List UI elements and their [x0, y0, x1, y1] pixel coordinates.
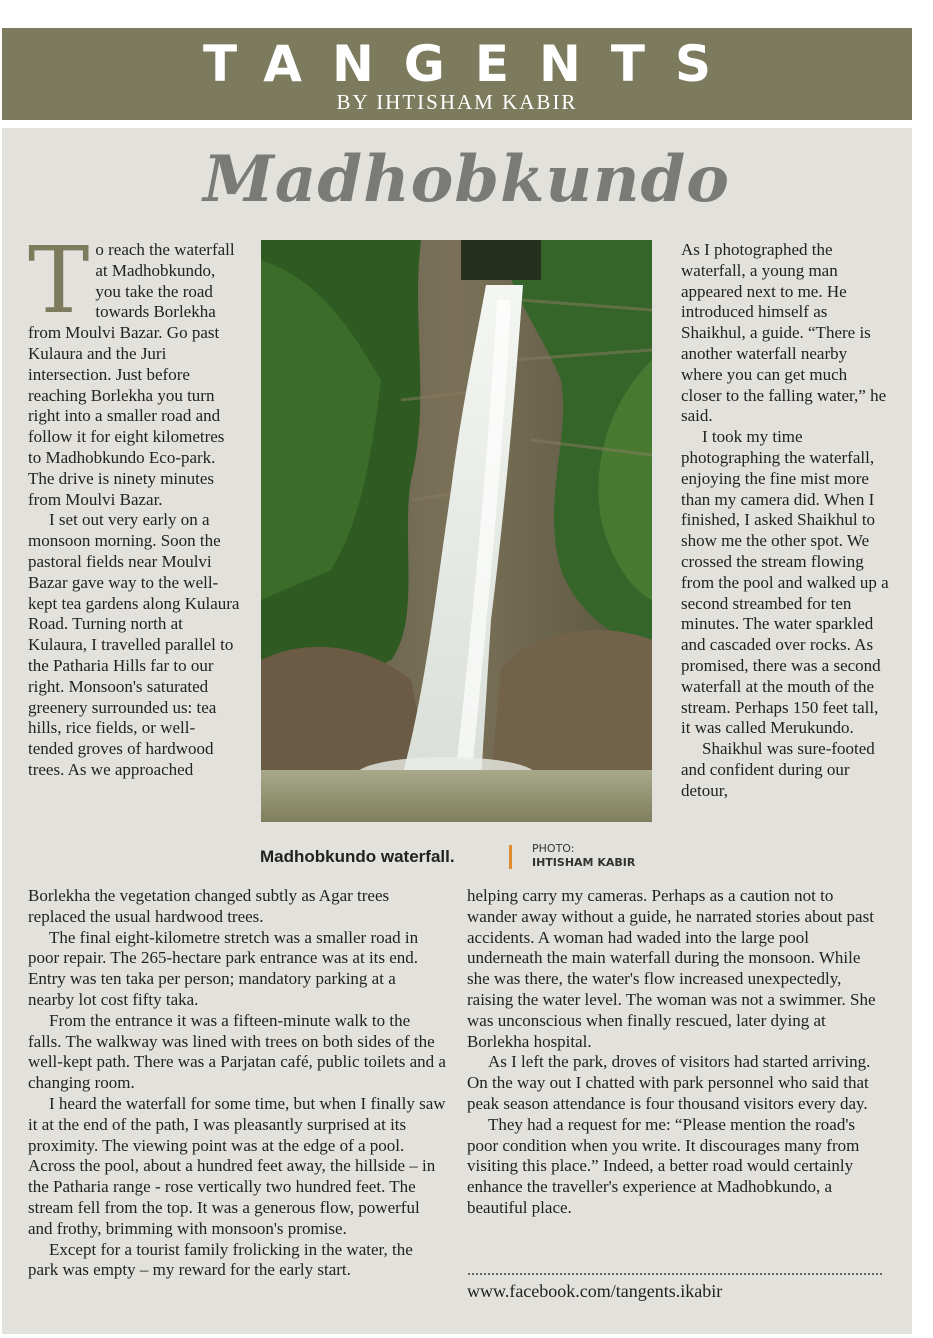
paragraph: As I photographed the waterfall, a young man appeared next to me. He introduced himself as Shaikhul, a guide. “There is another waterfall nearby where you can get much closer to the falling water,” he said.	[681, 240, 887, 426]
paragraph: I heard the waterfall for some time, but when I finally saw it at the end of the path, I was pleasantly surprised at its proximity. The viewing point was at the edge of a pool. Across the pool, about a hundred feet away, the hillside – in the Patharia range - rose vertically two hundred feet. The stream fell from the top. It was a generous flow, powerful and frothy, brimming with monsoon's promise.	[28, 1093, 446, 1238]
paragraph: They had a request for me: “Please mention the road's poor condition when you write. It discourages many from visiting this place.” Indeed, a better road would certainly enhance the traveller's experience at Madhobkundo, a beautiful place.	[467, 1114, 860, 1217]
article-title: Madhobkundo	[203, 142, 730, 217]
credit-accent-bar	[509, 845, 512, 869]
paragraph: Except for a tourist family frolicking in the water, the park was empty – my reward for the early start.	[28, 1239, 413, 1280]
column-bottom-left	[28, 886, 446, 1281]
paragraph: Borlekha the vegetation changed subtly as Agar trees replaced the usual hardwood trees.	[28, 886, 390, 926]
paragraph: Shaikhul was sure-footed and confident during our detour,	[681, 739, 875, 800]
credit-label: PHOTO:	[532, 842, 575, 855]
waterfall-illustration	[261, 240, 652, 822]
masthead	[2, 28, 912, 120]
photo-caption: Madhobkundo waterfall.	[260, 847, 455, 866]
paragraph: helping carry my cameras. Perhaps as a caution not to wander away without a guide, he narrated stories about past accidents. A woman had waded into the large pool underneath the main waterfall during the monsoon. While she was there, the water's flow increased unexpectedly, raising the water level. The woman was not a swimmer. She was unconscious when finally rescued, later dying at Borlekha hospital.	[467, 886, 876, 1051]
series-title: TANGENTS	[203, 35, 741, 93]
facebook-link[interactable]: www.facebook.com/tangents.ikabir	[467, 1281, 723, 1301]
column-bottom-right	[467, 886, 885, 1219]
paragraph: The final eight-kilometre stretch was a smaller road in poor repair. The 265-hectare park entrance was at its end. Entry was ten taka per person; mandatory parking at a nearby lot cost fifty taka.	[28, 927, 419, 1009]
byline: BY IHTISHAM KABIR	[336, 90, 578, 114]
paragraph: I set out very early on a monsoon morning. Soon the pastoral fields near Moulvi Bazar gave way to the well-kept tea gardens along Kulaura Road. Turning north at Kulaura, I travelled parallel to the Patharia Hills far to our right. Monsoon's saturated greenery surrounded us: tea hills, rice fields, or well-tended groves of hardwood trees. As we approached	[28, 510, 240, 779]
column-right	[681, 240, 889, 802]
column-left	[28, 227, 240, 781]
paragraph: As I left the park, droves of visitors had started arriving. On the way out I chatted with park personnel who said that peak season attendance is four thousand visitors every day.	[467, 1052, 871, 1113]
paragraph: From the entrance it was a fifteen-minute walk to the falls. The walkway was lined with trees on both sides of the well-kept path. There was a Parjatan café, public toilets and a changing room.	[28, 1010, 446, 1093]
credit-name: IHTISHAM KABIR	[532, 856, 636, 869]
paragraph-intro: To reach the waterfall at Madhobkundo, you take the road towards Borlekha from Moulvi Bazar. Go past Kulaura and the Juri intersection. Just before reaching Borlekha you turn right into a smaller road and follow it for eight kilometres to Madhobkundo Eco-park. The drive is ninety minutes from Moulvi Bazar.	[28, 227, 235, 509]
drop-cap: T	[28, 227, 90, 334]
paragraph: I took my time photographing the waterfall, enjoying the fine mist more than my camera did. When I finished, I asked Shaikhul to show me the other spot. We crossed the stream flowing from the pool and walked up a second streambed for ten minutes. The water sparkled and cascaded over rocks. As promised, there was a second waterfall at the mouth of the stream. Perhaps 150 feet tall, it was called Merukundo.	[681, 427, 889, 738]
waterfall-photo	[261, 240, 652, 822]
photo-credit	[532, 842, 635, 870]
divider	[468, 1273, 882, 1275]
